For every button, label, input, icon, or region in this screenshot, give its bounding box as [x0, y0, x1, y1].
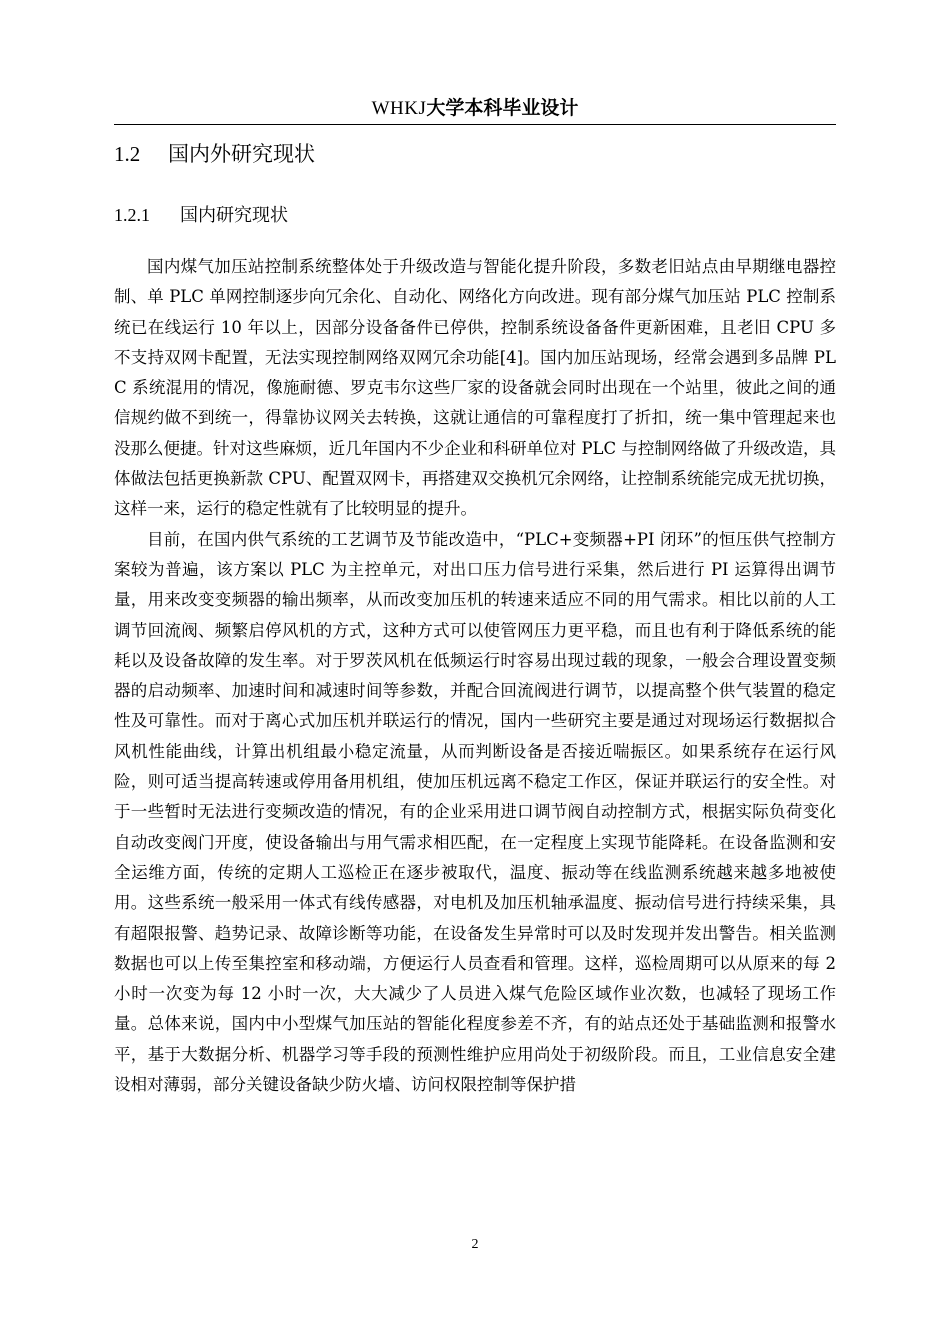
header-school-code: WHKJ [371, 98, 427, 119]
page-header [0, 96, 950, 121]
paragraph: 目前，在国内供气系统的工艺调节及节能改造中，“PLC+变频器+PI 闭环”的恒压供气控制方案较为普遍，该方案以 PLC 为主控单元，对出口压力信号进行采集，然后进行 PI 运算得出调节量，用来改变变频器的输出频率，从而改变加压机的转速来适应不同的用气需求。相比以前的人工调节回流阀、频繁启停风机的方式，这种方式可以使管网压力更平稳，而且也有利于降低系统的能耗以及设备故障的发生率。对于罗茨风机在低频运行时容易出现过载的现象，一般会合理设置变频器的启动频率、加速时间和减速时间等参数，并配合回流阀进行调节，以提高整个供气装置的稳定性及可靠性。而对于离心式加压机并联运行的情况，国内一些研究主要是通过对现场运行数据拟合风机性能曲线，计算出机组最小稳定流量，从而判断设备是否接近喘振区。如果系统存在运行风险，则可适当提高转速或停用备用机组，使加压机远离不稳定工作区，保证并联运行的安全性。对于一些暂时无法进行变频改造的情况，有的企业采用进口调节阀自动控制方式，根据实际负荷变化自动改变阀门开度，使设备输出与用气需求相匹配，在一定程度上实现节能降耗。在设备监测和安全运维方面，传统的定期人工巡检正在逐步被取代，温度、振动等在线监测系统越来越多地被使用。这些系统一般采用一体式有线传感器，对电机及加压机轴承温度、振动信号进行持续采集，具有超限报警、趋势记录、故障诊断等功能，在设备发生异常时可以及时发现并发出警告。相关监测数据也可以上传至集控室和移动端，方便运行人员查看和管理。这样，巡检周期可以从原来的每 2 小时一次变为每 12 小时一次，大大减少了人员进入煤气危险区域作业次数，也减轻了现场工作量。总体来说，国内中小型煤气加压站的智能化程度参差不齐，有的站点还处于基础监测和报警水平，基于大数据分析、机器学习等手段的预测性维护应用尚处于初级阶段。而且，工业信息安全建设相对薄弱，部分关键设备缺少防火墙、访问权限控制等保护措 [114, 529, 836, 1095]
page-number: 2 [471, 1237, 479, 1252]
paragraph: 国内煤气加压站控制系统整体处于升级改造与智能化提升阶段，多数老旧站点由早期继电器控制、单 PLC 单网控制逐步向冗余化、自动化、网络化方向改进。现有部分煤气加压站 PLC 控制系统已在线运行 10 年以上，因部分设备备件已停供，控制系统设备备件更新困难，且老旧 CPU 多不支持双网卡配置，无法实现控制网络双网冗余功能[4]。国内加压站现场，经常会遇到多品牌 PLC 系统混用的情况，像施耐德、罗克韦尔这些厂家的设备就会同时出现在一个站里，彼此之间的通信规约做不到统一，得靠协议网关去转换，这就让通信的可靠程度打了折扣，统一集中管理起来也没那么便捷。针对这些麻烦，近几年国内不少企业和科研单位对 PLC 与控制网络做了升级改造，具体做法包括更换新款 CPU、配置双网卡，再搭建双交换机冗余网络，让控制系统能完成无扰切换，这样一来，运行的稳定性就有了比较明显的提升。 [114, 257, 836, 519]
header-title: 大学本科毕业设计 [426, 97, 579, 119]
header-rule [114, 124, 836, 125]
subsection-heading [114, 202, 288, 229]
section-title: 国内外研究现状 [168, 142, 315, 166]
subsection-title: 国内研究现状 [180, 205, 288, 226]
subsection-number: 1.2.1 [114, 205, 150, 225]
body-text [114, 252, 836, 1100]
section-heading [114, 140, 315, 168]
section-number: 1.2 [114, 142, 141, 166]
